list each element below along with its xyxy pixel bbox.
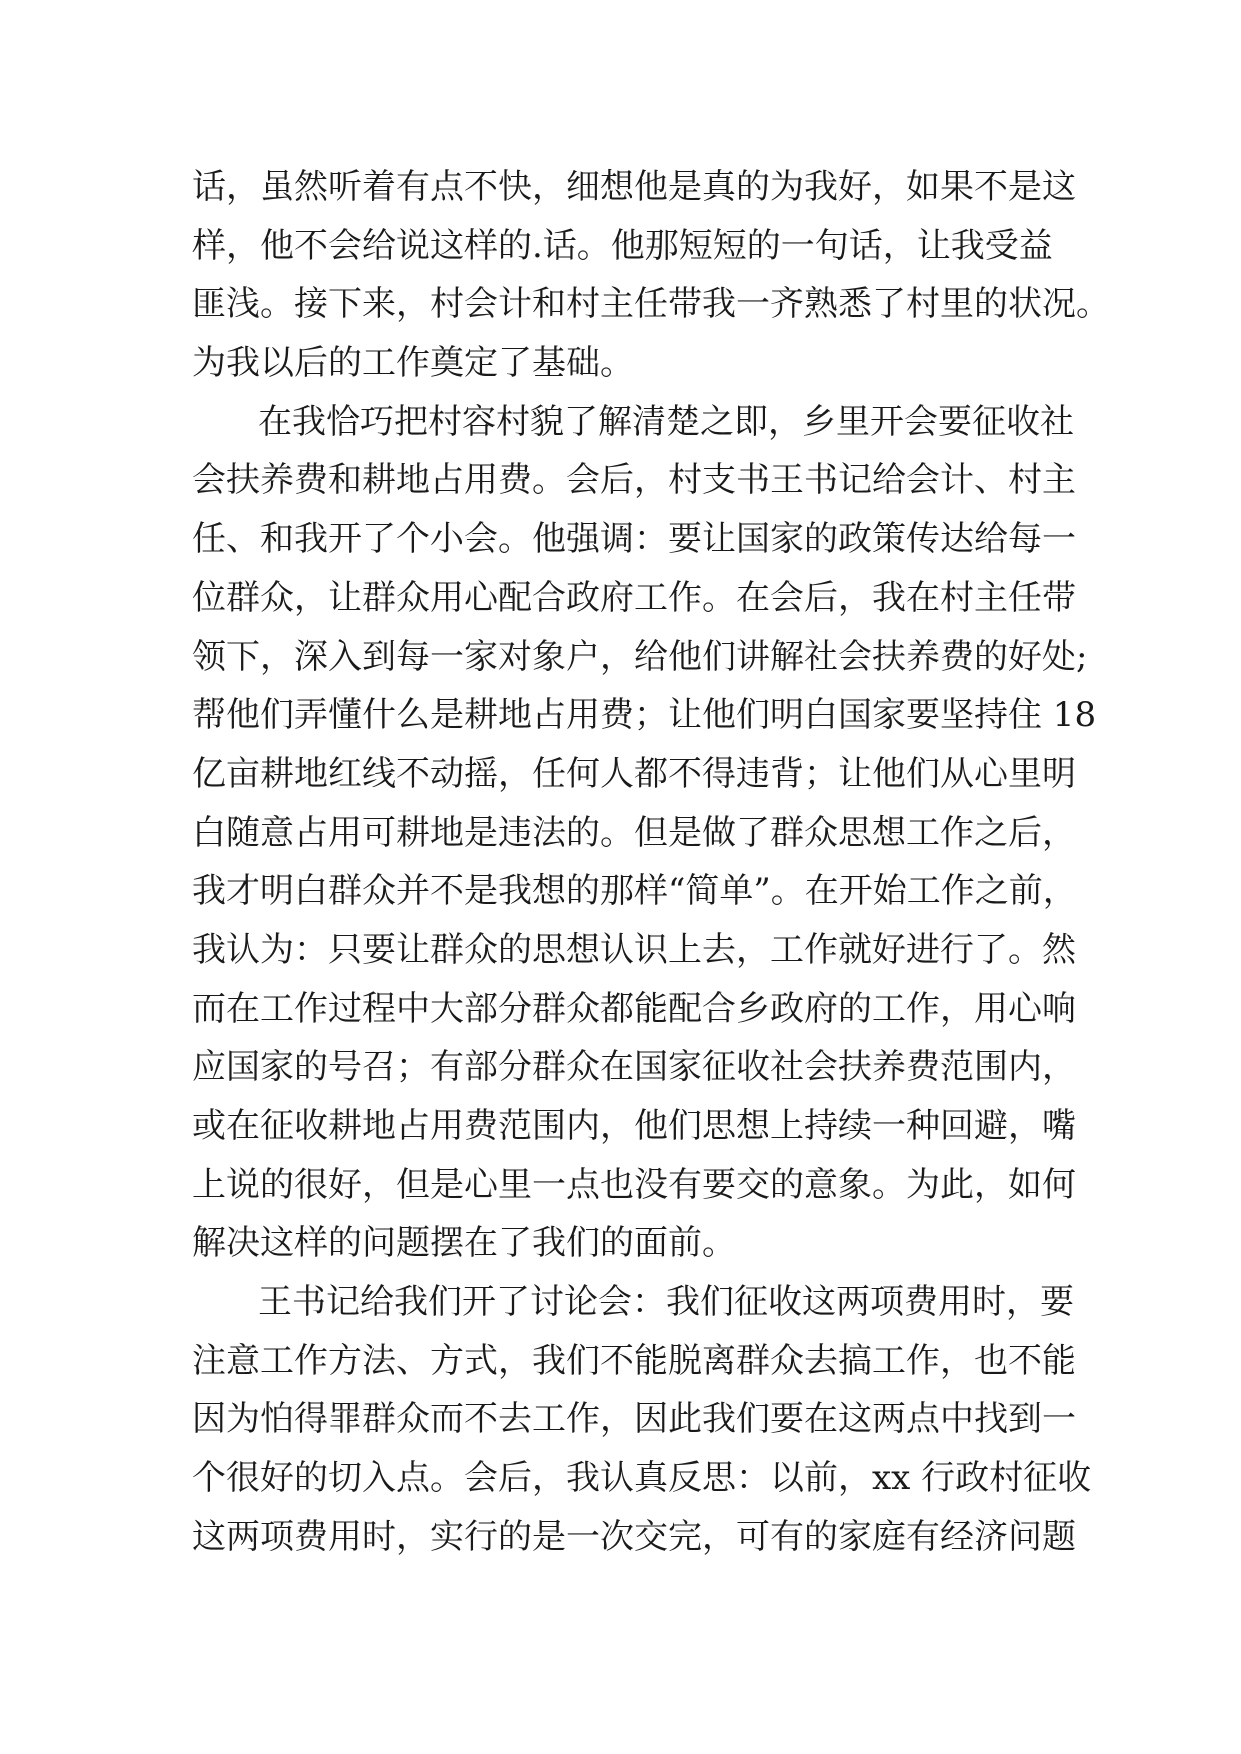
text-line: 应国家的号召；有部分群众在国家征收社会扶养费范围内， xyxy=(192,1047,1076,1088)
text-line: 注意工作方法、方式，我们不能脱离群众去搞工作，也不能 xyxy=(192,1340,1076,1381)
document-body xyxy=(192,158,1110,1567)
text-line: 解决这样的问题摆在了我们的面前。 xyxy=(192,1223,736,1264)
text-line: 我认为：只要让群众的思想认识上去，工作就好进行了。然 xyxy=(192,929,1076,970)
text-line: 而在工作过程中大部分群众都能配合乡政府的工作，用心响 xyxy=(192,988,1076,1029)
text-line: 因为怕得罪群众而不去工作，因此我们要在这两点中找到一 xyxy=(192,1399,1076,1440)
text-line: 这两项费用时，实行的是一次交完，可有的家庭有经济问题 xyxy=(192,1516,1076,1557)
text-line: 匪浅。接下来，村会计和村主任带我一齐熟悉了村里的状况。 xyxy=(192,284,1110,325)
text-line: 话，虽然听着有点不快，细想他是真的为我好，如果不是这 xyxy=(192,167,1076,207)
text-line: 我才明白群众并不是我想的那样“简单”。在开始工作之前， xyxy=(192,871,1077,912)
text-line: 帮他们弄懂什么是耕地占用费；让他们明白国家要坚持住 18 xyxy=(192,695,1097,736)
paragraph-start-line: 王书记给我们开了讨论会：我们征收这两项费用时，要 xyxy=(258,1282,1074,1323)
text-line: 个很好的切入点。会后，我认真反思：以前，xx 行政村征收 xyxy=(192,1458,1092,1499)
text-line: 亿亩耕地红线不动摇，任何人都不得违背；让他们从心里明 xyxy=(192,753,1076,794)
text-line: 任、和我开了个小会。他强调：要让国家的政策传达给每一 xyxy=(192,519,1076,560)
text-line: 样，他不会给说这样的.话。他那短短的一句话，让我受益 xyxy=(192,225,1053,266)
paragraph-start-line: 在我恰巧把村容村貌了解清楚之即，乡里开会要征收社 xyxy=(258,401,1074,442)
text-line: 白随意占用可耕地是违法的。但是做了群众思想工作之后， xyxy=(192,812,1076,853)
text-line: 上说的很好，但是心里一点也没有要交的意象。为此，如何 xyxy=(192,1164,1076,1205)
text-line: 领下，深入到每一家对象户，给他们讲解社会扶养费的好处; xyxy=(192,636,1088,677)
text-line: 为我以后的工作奠定了基础。 xyxy=(192,343,634,384)
text-line: 会扶养费和耕地占用费。会后，村支书王书记给会计、村主 xyxy=(192,460,1076,501)
text-line: 位群众，让群众用心配合政府工作。在会后，我在村主任带 xyxy=(192,577,1076,618)
text-line: 或在征收耕地占用费范围内，他们思想上持续一种回避，嘴 xyxy=(192,1106,1076,1146)
